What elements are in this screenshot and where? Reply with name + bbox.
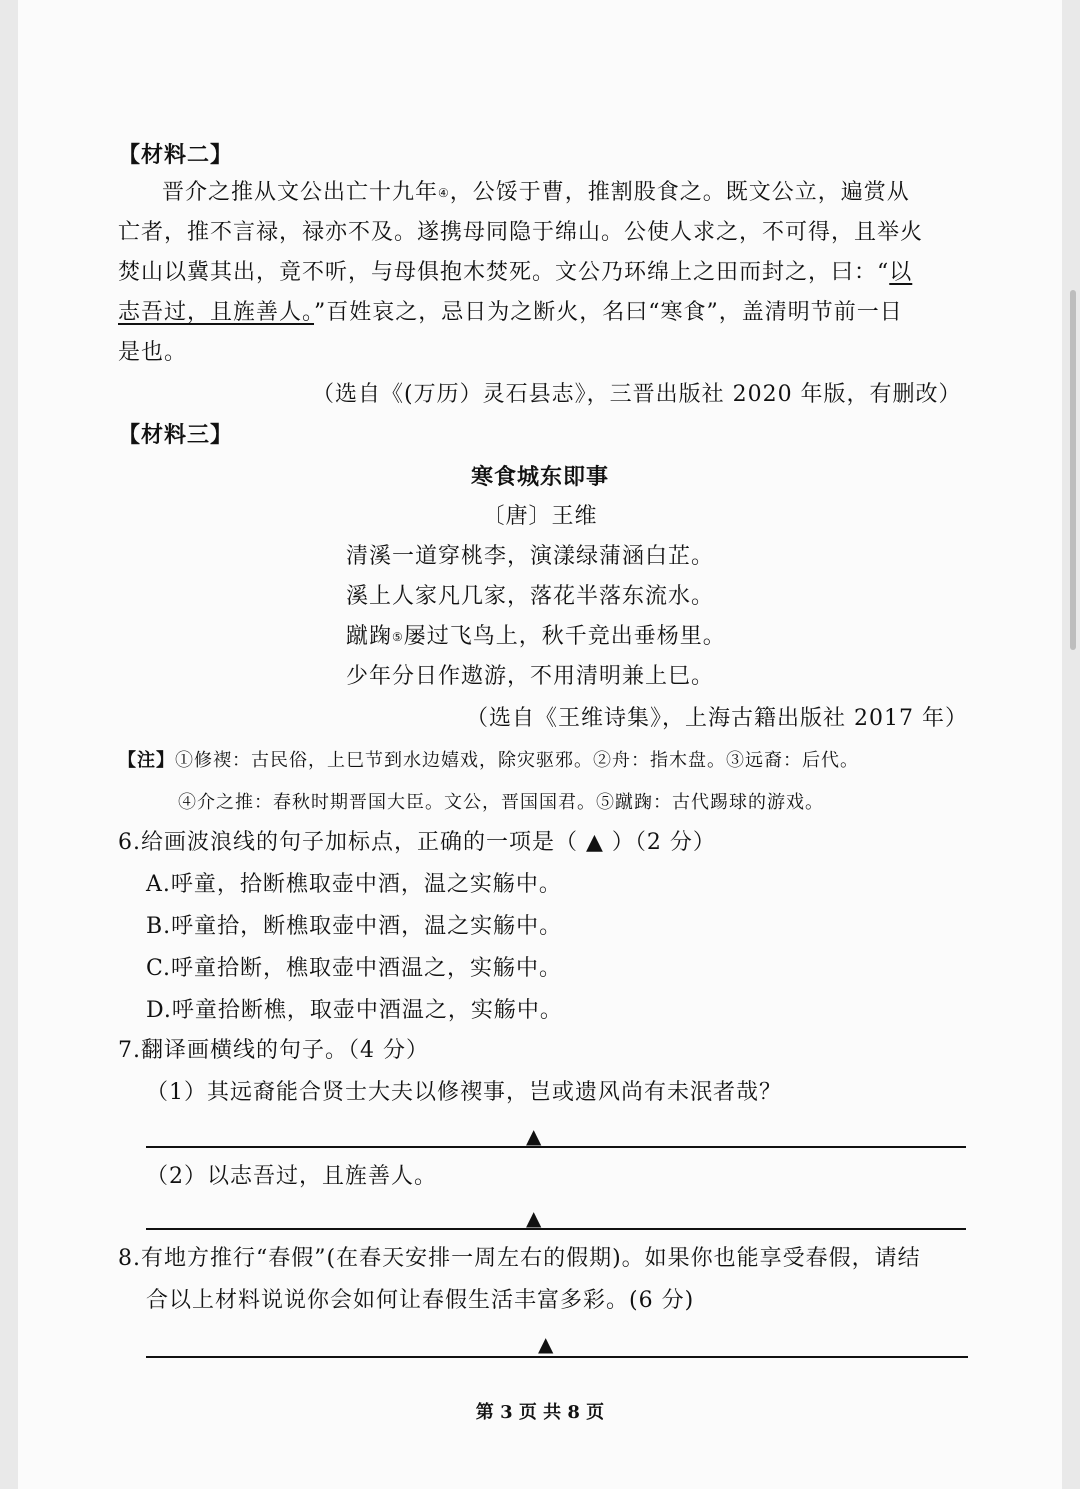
poem-line: 溪上人家凡几家，落花半落东流水。 (346, 584, 715, 609)
text: 屡过飞鸟上，秋千竞出垂杨里。 (403, 624, 726, 649)
material2-heading: 【材料二】 (118, 142, 234, 168)
poem-author: 〔唐〕王维 (482, 504, 598, 529)
material3-heading: 【材料三】 (118, 422, 234, 448)
underlined-text: 以 (889, 260, 913, 285)
text: 焚山以冀其出，竟不听，与母俱抱木焚死。文公乃环绵上之田而封之，曰：“ (118, 260, 890, 285)
footnote-ref: ④ (438, 186, 450, 200)
option-b: B.呼童拾，断樵取壶中酒，温之实觞中。 (146, 914, 563, 939)
page-number: 第 3 页 共 8 页 (475, 1402, 605, 1423)
option-a: A.呼童，拾断樵取壶中酒，温之实觞中。 (146, 872, 562, 897)
question-6-stem: 6.给画波浪线的句子加标点，正确的一项是（ ▲ ）（2 分） (118, 830, 716, 855)
material2-paragraph-line: 是也。 (118, 340, 188, 365)
poem-title: 寒食城东即事 (470, 464, 609, 490)
material2-paragraph-line (118, 298, 903, 328)
answer-line[interactable] (146, 1356, 968, 1358)
question-7-sentence-2: （2）以志吾过，且旌善人。 (146, 1164, 437, 1189)
text: ，公馁于曹，推割股食之。既文公立，遍赏从 (449, 180, 910, 205)
option-c: C.呼童拾断，樵取壶中酒温之，实觞中。 (146, 956, 563, 981)
triangle-marker-icon: ▲ (526, 1124, 542, 1148)
material2-paragraph-line: 亡者，推不言禄，禄亦不及。遂携母同隐于绵山。公使人求之，不可得，且举火 (118, 220, 924, 245)
answer-line[interactable] (146, 1228, 966, 1230)
question-7-stem: 7.翻译画横线的句子。（4 分） (118, 1038, 429, 1063)
footnote-ref: ⑤ (392, 630, 404, 644)
material2-paragraph-line (118, 258, 912, 288)
material2-source: （选自《(万历）灵石县志》，三晋出版社 2020 年版，有删改） (312, 382, 962, 407)
question-8-stem: 8.有地方推行“春假”(在春天安排一周左右的假期)。如果你也能享受春假，请结 (118, 1246, 921, 1271)
question-7-sentence-1: （1）其远裔能合贤士大夫以修禊事，岂或遗风尚有未泯者哉？ (146, 1080, 782, 1105)
material2-paragraph-line (162, 178, 910, 208)
answer-line[interactable] (146, 1146, 966, 1148)
material3-source: （选自《王维诗集》，上海古籍出版社 2017 年） (466, 706, 968, 731)
notes-label: 【注】 (118, 750, 175, 771)
text: ”百姓哀之，忌日为之断火，名曰“寒食”，盖清明节前一日 (314, 300, 903, 325)
question-8-stem: 合以上材料说说你会如何让春假生活丰富多彩。(6 分) (146, 1288, 695, 1313)
poem-line: 少年分日作遨游，不用清明兼上巳。 (346, 664, 715, 689)
text: ①修禊：古民俗，上巳节到水边嬉戏，除灾驱邪。②舟：指木盘。③远裔：后代。 (175, 750, 859, 771)
text: 蹴踘 (346, 624, 393, 649)
triangle-marker-icon: ▲ (538, 1332, 554, 1356)
triangle-marker-icon: ▲ (526, 1206, 542, 1230)
underlined-text: 志吾过，且旌善人。 (118, 300, 315, 325)
option-d: D.呼童拾断樵，取壶中酒温之，实觞中。 (146, 998, 563, 1023)
poem-line (346, 622, 726, 652)
poem-line: 清溪一道穿桃李，演漾绿蒲涵白芷。 (346, 544, 715, 569)
notes-line (118, 746, 859, 776)
notes-line: ④介之推：春秋时期晋国大臣。文公，晋国国君。⑤蹴踘：古代踢球的游戏。 (178, 792, 824, 813)
text: 晋介之推从文公出亡十九年 (162, 180, 439, 205)
